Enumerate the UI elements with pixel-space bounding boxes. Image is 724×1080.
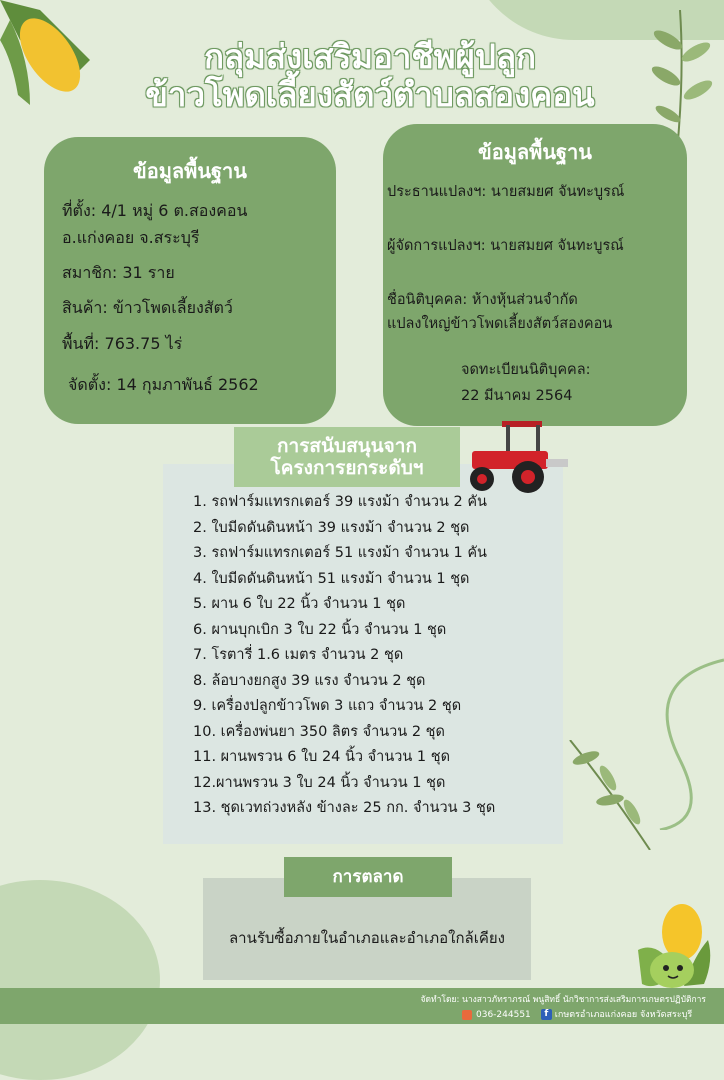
title-line-2: ข้าวโพดเลี้ยงสัตว์ตำบลสองคอน [145,75,595,114]
list-item: 11. ผานพรวน 6 ใบ 24 นิ้ว จำนวน 1 ชุด [193,749,450,765]
plot-manager: ผู้จัดการแปลงฯ: นายสมยศ จันทะบูรณ์ [387,238,624,254]
support-heading-line-1: การสนับสนุนจาก [277,435,417,457]
tractor-icon [462,415,570,497]
list-item: 12.ผานพรวน 3 ใบ 24 นิ้ว จำนวน 1 ชุด [193,774,446,791]
list-item: 8. ล้อบางยกสูง 39 แรง จำนวน 2 ชุด [193,672,426,689]
page-title [70,38,670,114]
list-item: 4. ใบมีดดันดินหน้า 51 แรงม้า จำนวน 1 ชุด [193,570,470,587]
basic-info-card-left [44,137,336,424]
support-list-panel [163,464,563,844]
plot-president: ประธานแปลงฯ: นายสมยศ จันทะบูรณ์ [387,184,625,200]
list-item: 6. ผานบุกเบิก 3 ใบ 22 นิ้ว จำนวน 1 ชุด [193,621,447,638]
product-type: สินค้า: ข้าวโพดเลี้ยงสัตว์ [62,298,233,317]
right-card-heading: ข้อมูลพื้นฐาน [478,140,592,164]
background-blob-bottom-left [0,880,160,1080]
footer-contact [462,1007,692,1021]
farm-area: พื้นที่: 763.75 ไร่ [62,334,183,353]
registration-label: จดทะเบียนนิติบุคคล: [461,362,591,378]
footer-phone: 036-244551 [476,1010,531,1020]
list-item: 7. โรตารี่ 1.6 เมตร จำนวน 2 ชุด [193,647,404,663]
corn-mascot-illustration [628,900,718,992]
support-items-list [193,490,495,822]
entity-name-line-2: แปลงใหญ่ข้าวโพดเลี้ยงสัตว์สองคอน [387,316,613,332]
marketing-heading: การตลาด [284,857,452,897]
left-card-heading: ข้อมูลพื้นฐาน [133,159,247,183]
list-item: 1. รถฟาร์มแทรกเตอร์ 39 แรงม้า จำนวน 2 คัน [193,494,487,510]
marketing-text: ลานรับซื้อภายในอำเภอและอำเภอใกล้เคียง [228,929,505,947]
list-item: 3. รถฟาร์มแทรกเตอร์ 51 แรงม้า จำนวน 1 คัน [193,545,487,561]
leaf-branch-bottom-right [560,740,660,850]
location-line-2: อ.แก่งคอย จ.สระบุรี [62,228,200,247]
location-line-1: ที่ตั้ง: 4/1 หมู่ 6 ต.สองคอน [62,201,248,220]
registration-date: 22 มีนาคม 2564 [461,388,573,404]
footer-credit: จัดทำโดย: นางสาวภัทราภรณ์ พนูสิทธิ์ นักวิชาการส่งเสริมการเกษตรปฏิบัติการ [420,995,706,1005]
footer-facebook: เกษตรอำเภอแก่งคอย จังหวัดสระบุรี [554,1010,693,1020]
footer-bar [0,988,724,1024]
support-heading [234,427,460,487]
support-heading-line-2: โครงการยกระดับฯ [270,457,424,479]
facebook-icon: f [541,1009,552,1020]
founded-date: จัดตั้ง: 14 กุมภาพันธ์ 2562 [68,375,259,394]
list-item: 10. เครื่องพ่นยา 350 ลิตร จำนวน 2 ชุด [193,723,445,740]
list-item: 2. ใบมีดดันดินหน้า 39 แรงม้า จำนวน 2 ชุด [193,519,470,536]
basic-info-card-right [383,124,687,426]
list-item: 9. เครื่องปลูกข้าวโพด 3 แถว จำนวน 2 ชุด [193,698,462,714]
list-item: 13. ชุดเวทถ่วงหลัง ข้างละ 25 กก. จำนวน 3 ชุด [193,800,496,816]
title-line-1: กลุ่มส่งเสริมอาชีพผู้ปลูก [203,37,537,76]
entity-name-line-1: ชื่อนิติบุคคล: ห้างหุ้นส่วนจำกัด [387,292,578,308]
list-item: 5. ผาน 6 ใบ 22 นิ้ว จำนวน 1 ชุด [193,596,406,612]
phone-icon [462,1010,472,1020]
members-count: สมาชิก: 31 ราย [62,263,175,282]
